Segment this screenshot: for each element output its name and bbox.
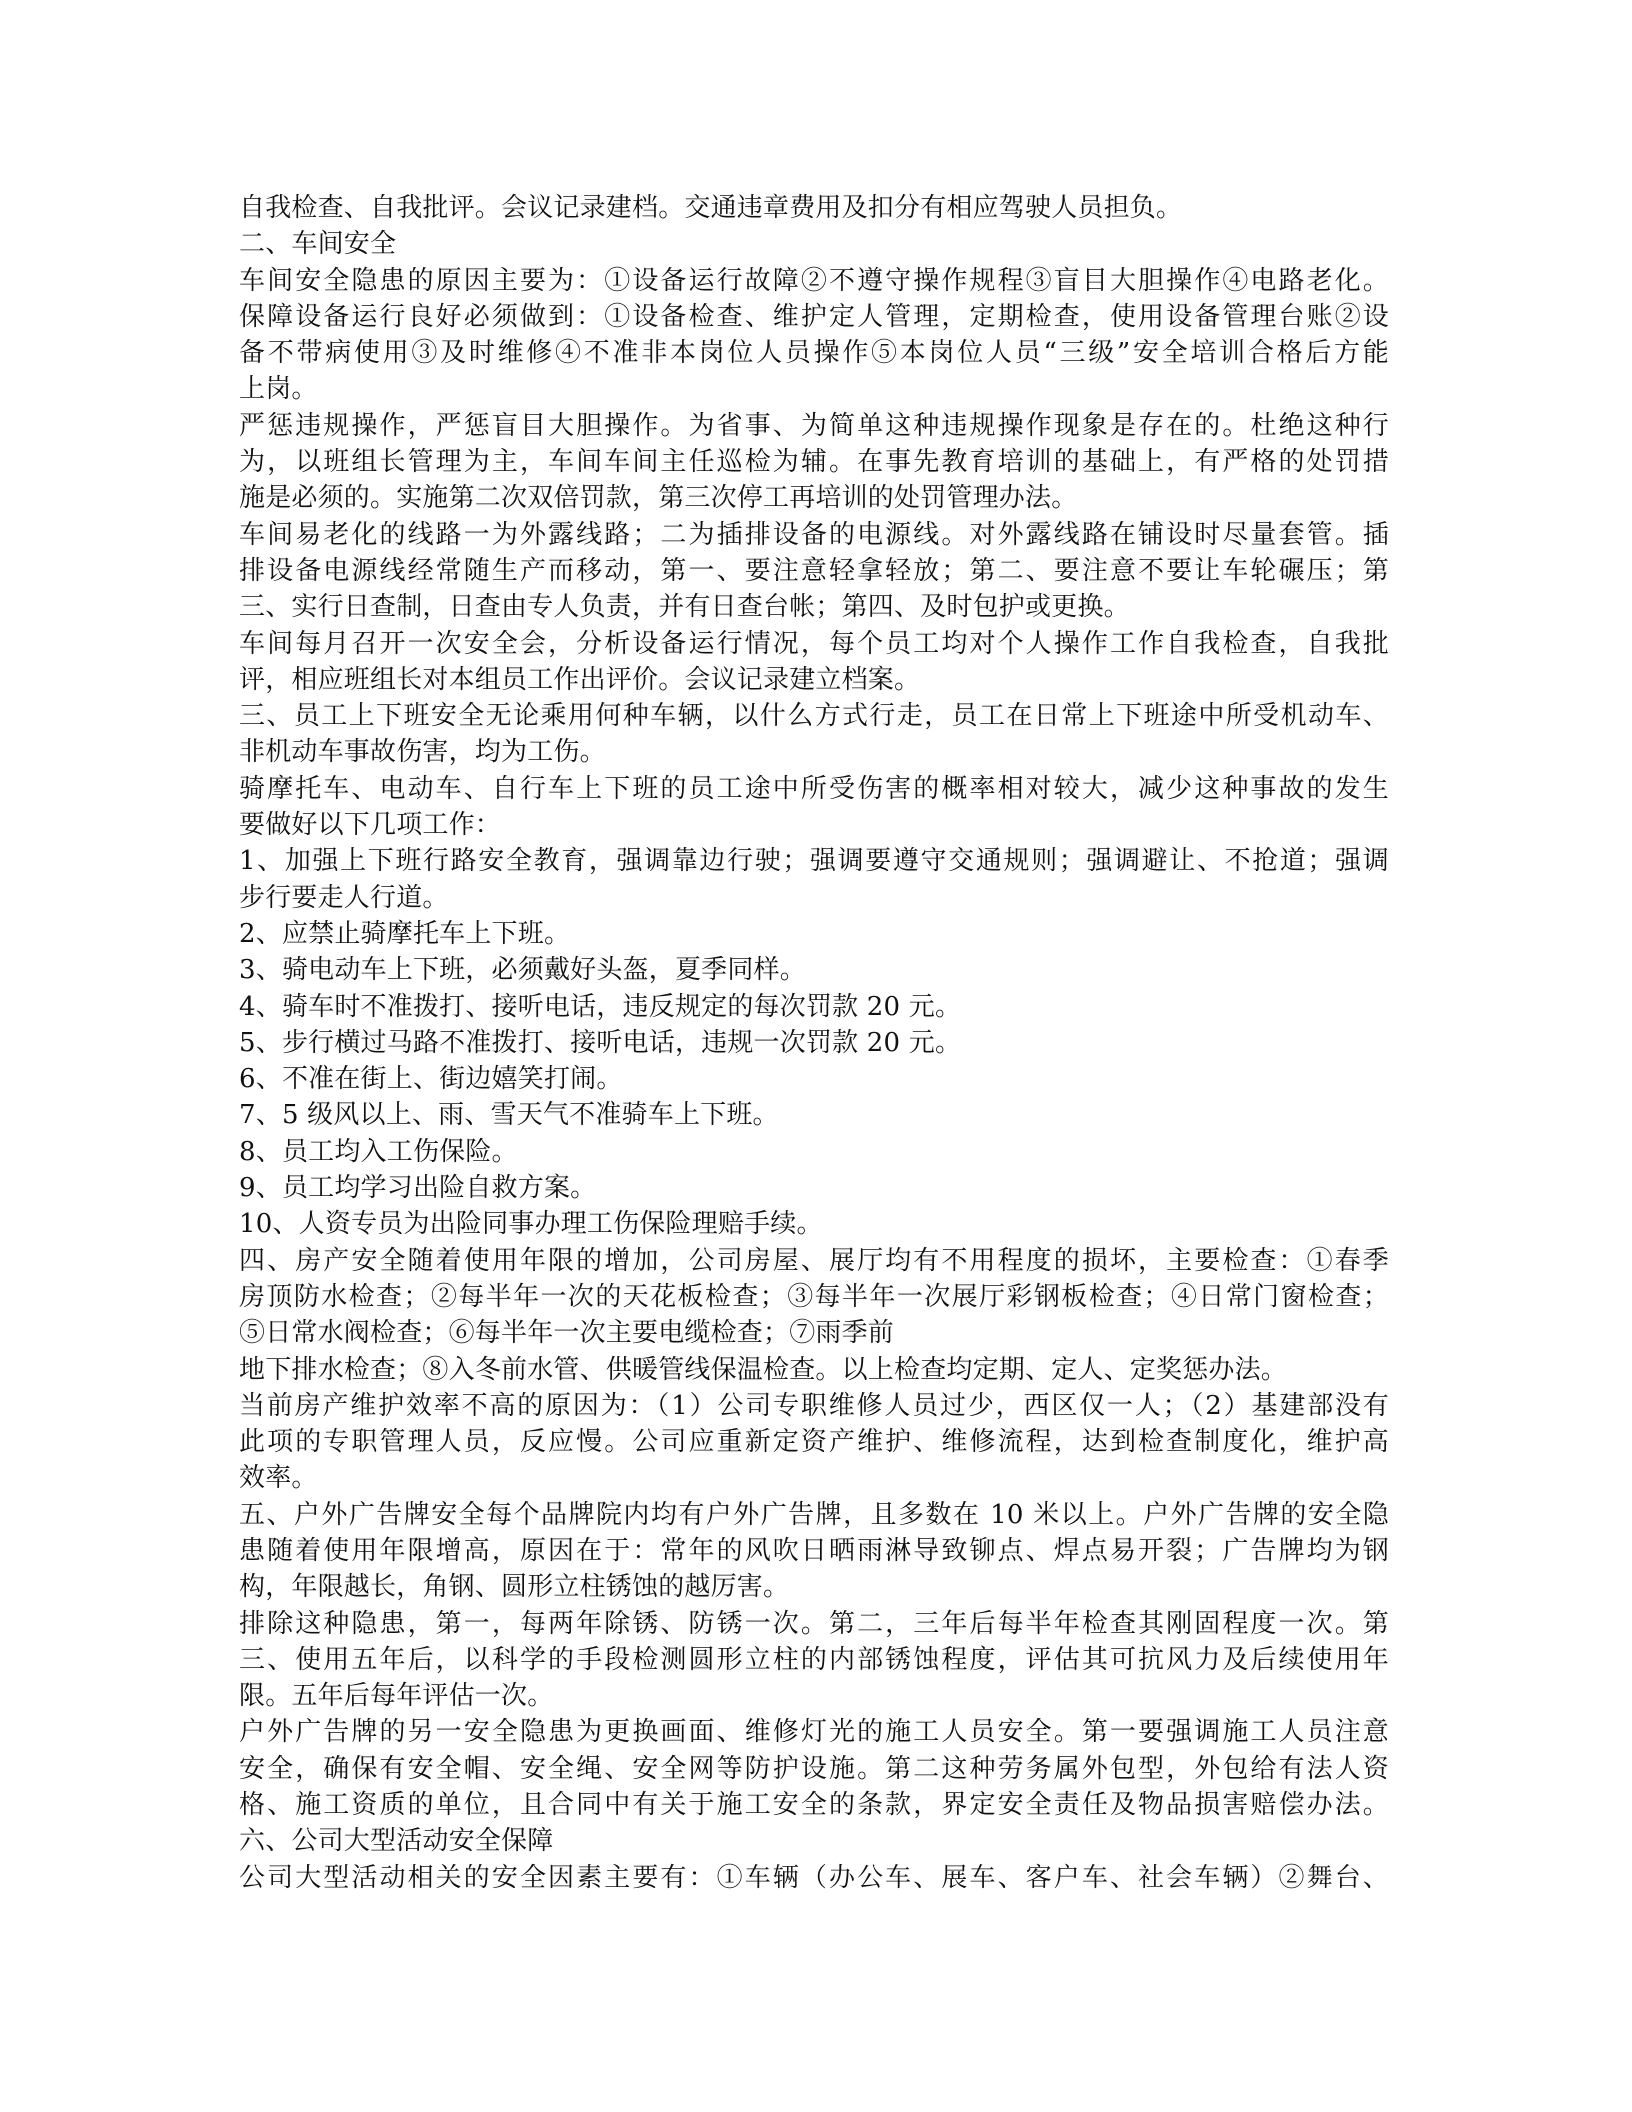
text-line: 二、车间安全 bbox=[239, 229, 397, 260]
text-line: 骑摩托车、电动车、自行车上下班的员工途中所受伤害的概率相对较大，减少这种事故的发生 bbox=[239, 773, 1389, 804]
text-line: 五、户外广告牌安全每个品牌院内均有户外广告牌，且多数在 10 米以上。户外广告牌的安全隐 bbox=[239, 1499, 1389, 1530]
text-line: 4、骑车时不准拨打、接听电话，违反规定的每次罚款 20 元。 bbox=[239, 991, 962, 1022]
text-line: 要做好以下几项工作： bbox=[239, 810, 502, 841]
text-line: 此项的专职管理人员，反应慢。公司应重新定资产维护、维修流程，达到检查制度化，维护高 bbox=[239, 1427, 1389, 1458]
text-line: 三、员工上下班安全无论乘用何种车辆，以什么方式行走，员工在日常上下班途中所受机动车、 bbox=[239, 701, 1389, 732]
text-line: 上岗。 bbox=[239, 374, 318, 405]
text-line: 地下排水检查；⑧入冬前水管、供暖管线保温检查。以上检查均定期、定人、定奖惩办法。 bbox=[239, 1354, 1288, 1385]
text-line: 排设备电源线经常随生产而移动，第一、要注意轻拿轻放；第二、要注意不要让车轮碾压；第 bbox=[239, 555, 1389, 586]
text-line: 步行要走人行道。 bbox=[239, 882, 449, 913]
text-line: 3、骑电动车上下班，必须戴好头盔，夏季同样。 bbox=[239, 955, 806, 986]
text-line: 四、房产安全随着使用年限的增加，公司房屋、展厅均有不用程度的损坏，主要检查：①春季 bbox=[239, 1245, 1389, 1276]
text-line: 8、员工均入工伤保险。 bbox=[239, 1136, 518, 1167]
text-line: 构，年限越长，角钢、圆形立柱锈蚀的越厉害。 bbox=[239, 1572, 790, 1603]
text-line: 非机动车事故伤害，均为工伤。 bbox=[239, 737, 606, 768]
text-line: 严惩违规操作，严惩盲目大胆操作。为省事、为简单这种违规操作现象是存在的。杜绝这种行 bbox=[239, 410, 1389, 441]
text-line: 5、步行横过马路不准拨打、接听电话，违规一次罚款 20 元。 bbox=[239, 1027, 962, 1058]
text-line: 施是必须的。实施第二次双倍罚款，第三次停工再培训的处罚管理办法。 bbox=[239, 483, 1078, 514]
text-line: 限。五年后每年评估一次。 bbox=[239, 1681, 554, 1712]
text-line: 7、5 级风以上、雨、雪天气不准骑车上下班。 bbox=[239, 1100, 779, 1131]
text-line: 6、不准在街上、街边嬉笑打闹。 bbox=[239, 1064, 623, 1095]
text-line: 为，以班组长管理为主，车间车间主任巡检为辅。在事先教育培训的基础上，有严格的处罚措 bbox=[239, 447, 1389, 478]
text-line: 自我检查、自我批评。会议记录建档。交通违章费用及扣分有相应驾驶人员担负。 bbox=[239, 193, 1183, 223]
text-line: 安全，确保有安全帽、安全绳、安全网等防护设施。第二这种劳务属外包型，外包给有法人资 bbox=[239, 1753, 1389, 1784]
document-page bbox=[239, 190, 1389, 1896]
text-line: 效率。 bbox=[239, 1463, 318, 1494]
text-line: 车间每月召开一次安全会，分析设备运行情况，每个员工均对个人操作工作自我检查，自我批 bbox=[239, 628, 1389, 659]
text-line: 保障设备运行良好必须做到：①设备检查、维护定人管理，定期检查，使用设备管理台账②设 bbox=[239, 301, 1389, 332]
text-line: 三、使用五年后，以科学的手段检测圆形立柱的内部锈蚀程度，评估其可抗风力及后续使用年 bbox=[239, 1644, 1389, 1675]
text-line: 户外广告牌的另一安全隐患为更换画面、维修灯光的施工人员安全。第一要强调施工人员注意 bbox=[239, 1717, 1389, 1748]
text-line: 1、加强上下班行路安全教育，强调靠边行驶；强调要遵守交通规则；强调避让、不抢道；强调 bbox=[239, 846, 1389, 877]
text-line: 车间易老化的线路一为外露线路；二为插排设备的电源线。对外露线路在铺设时尽量套管。插 bbox=[239, 519, 1389, 550]
text-line: 房顶防水检查；②每半年一次的天花板检查；③每半年一次展厅彩钢板检查；④日常门窗检查； bbox=[239, 1281, 1389, 1312]
text-line: 评，相应班组长对本组员工作出评价。会议记录建立档案。 bbox=[239, 664, 921, 695]
text-line: 9、员工均学习出险自救方案。 bbox=[239, 1173, 597, 1204]
text-line: 六、公司大型活动安全保障 bbox=[239, 1826, 554, 1857]
text-line: 2、应禁止骑摩托车上下班。 bbox=[239, 918, 571, 949]
text-line: 10、人资专员为出险同事办理工伤保险理赔手续。 bbox=[239, 1209, 823, 1240]
text-line: 患随着使用年限增高，原因在于：常年的风吹日晒雨淋导致铆点、焊点易开裂；广告牌均为钢 bbox=[239, 1535, 1389, 1566]
text-line: 排除这种隐患，第一，每两年除锈、防锈一次。第二，三年后每半年检查其刚固程度一次。第 bbox=[239, 1608, 1389, 1639]
text-line: ⑤日常水阀检查；⑥每半年一次主要电缆检查；⑦雨季前 bbox=[239, 1318, 895, 1349]
text-line: 公司大型活动相关的安全因素主要有：①车辆（办公车、展车、客户车、社会车辆）②舞台、 bbox=[239, 1862, 1389, 1893]
text-line: 当前房产维护效率不高的原因为：（1）公司专职维修人员过少，西区仅一人；（2）基建部没有 bbox=[239, 1390, 1389, 1421]
text-line: 备不带病使用③及时维修④不准非本岗位人员操作⑤本岗位人员“三级”安全培训合格后方能 bbox=[239, 338, 1389, 369]
text-line: 格、施工资质的单位，且合同中有关于施工安全的条款，界定安全责任及物品损害赔偿办法。 bbox=[239, 1790, 1389, 1821]
document-body bbox=[239, 190, 1389, 1896]
text-line: 三、实行日查制，日查由专人负责，并有日查台帐；第四、及时包护或更换。 bbox=[239, 592, 1130, 623]
text-line: 车间安全隐患的原因主要为：①设备运行故障②不遵守操作规程③盲目大胆操作④电路老化。 bbox=[239, 265, 1389, 296]
